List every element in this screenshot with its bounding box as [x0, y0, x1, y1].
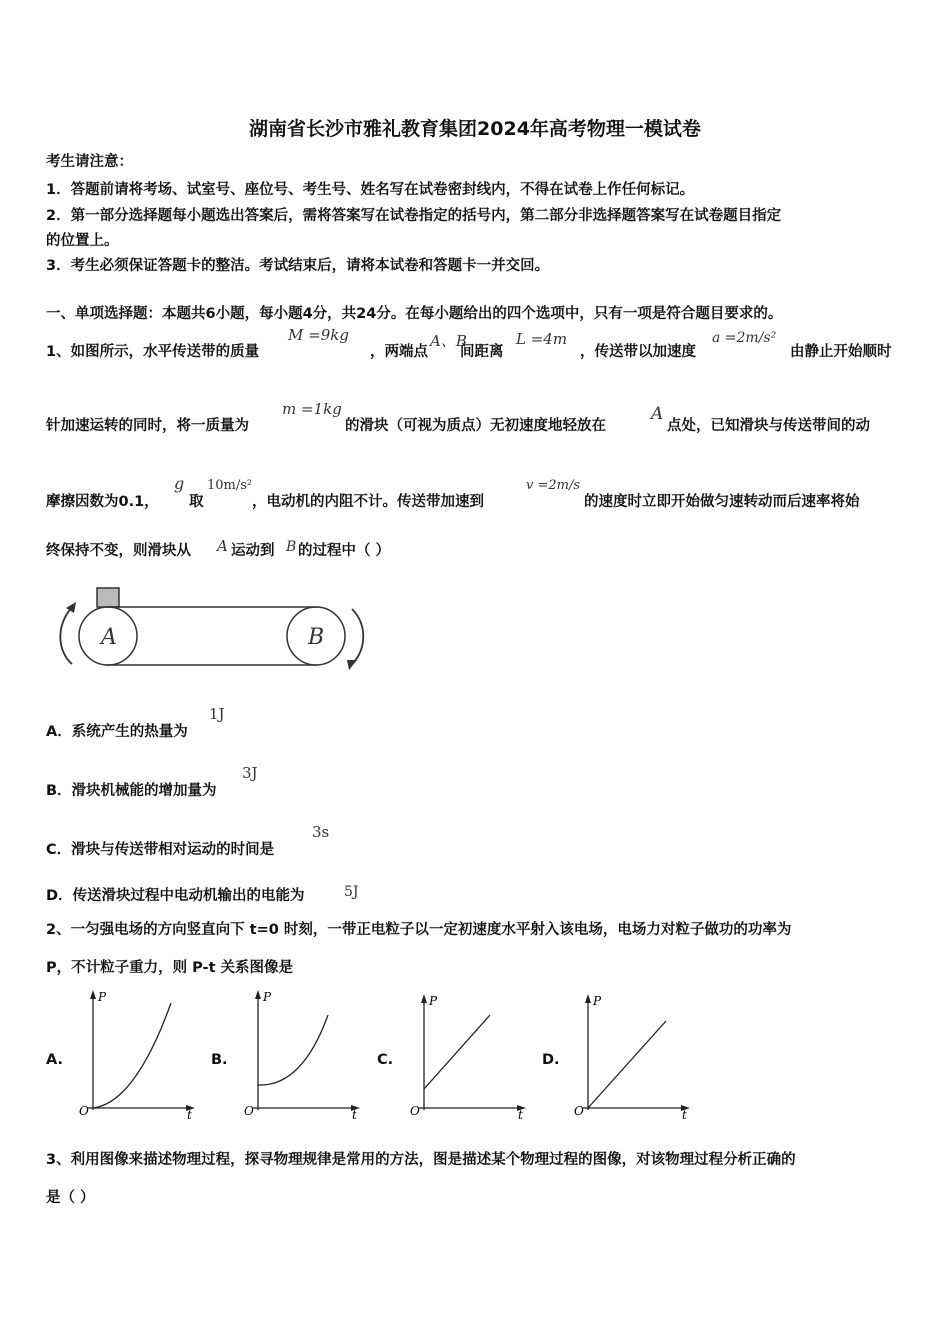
q1-A: A: [217, 537, 228, 555]
q1-B: B: [286, 539, 297, 555]
option-a-value: 1J: [209, 705, 225, 723]
q1-text: 的速度时立即开始做匀速转动而后速率将始: [584, 494, 860, 510]
page-title: 湖南省长沙市雅礼教育集团2024年高考物理一模试卷: [249, 118, 701, 140]
q1-text: ，两端点: [370, 344, 428, 360]
q1-AB: A、B: [430, 332, 467, 350]
graph-d-line: [588, 1021, 666, 1108]
q3-text: 是（ ）: [46, 1190, 95, 1206]
slider-block: [97, 588, 119, 607]
arrow-right-head: [347, 660, 357, 670]
option-b-value: 3J: [242, 764, 258, 782]
arrow-right: [352, 609, 363, 664]
q1-accel-a: a =2m/s²: [712, 330, 777, 346]
svg-text:t: t: [518, 1108, 523, 1120]
arrow-left-head: [66, 602, 76, 613]
q2-text: 2、一匀强电场的方向竖直向下 t=0 时刻，一带正电粒子以一定初速度水平射入该电场，电场力对粒子做功的功率为: [46, 922, 792, 938]
q1-g: g: [174, 474, 185, 493]
arrow-left: [60, 607, 72, 664]
notice-heading: 考生请注意：: [46, 154, 133, 170]
graph-d: [570, 985, 695, 1120]
svg-text:O: O: [79, 1104, 89, 1118]
svg-text:O: O: [244, 1104, 254, 1118]
notice-item: 3．考生必须保证答题卡的整洁。考试结束后，请将本试卷和答题卡一并交回。: [46, 258, 550, 274]
q1-text: 点处，已知滑块与传送带间的动: [667, 418, 870, 434]
q1-text: 针加速运转的同时，将一质量为: [46, 418, 249, 434]
q2-option-b[interactable]: B.: [211, 1052, 228, 1068]
q1-velocity-v: v =2m/s: [526, 478, 581, 493]
svg-text:P: P: [263, 990, 272, 1004]
conveyor-belt-figure: [52, 582, 377, 674]
notice-item: 1．答题前请将考场、试室号、座位号、考生号、姓名写在试卷密封线内，不得在试卷上作任何标记。: [46, 182, 695, 198]
q1-text: 取: [189, 494, 204, 510]
graph-b: [240, 985, 365, 1120]
option-c-value: 3s: [312, 823, 330, 841]
q2-option-c[interactable]: C.: [377, 1052, 394, 1068]
q1-g-value: 10m/s²: [207, 478, 253, 493]
svg-text:t: t: [352, 1108, 357, 1120]
graph-b-curve: [258, 1015, 328, 1085]
pulley-A-label: A: [101, 625, 117, 650]
graph-a: [75, 985, 200, 1120]
option-d[interactable]: D．传送滑块过程中电动机输出的电能为: [46, 888, 305, 904]
graph-c: [406, 985, 531, 1120]
q1-mass-M: M =9kg: [288, 326, 349, 344]
notice-item: 2．第一部分选择题每小题选出答案后，需将答案写在试卷指定的括号内，第二部分非选择题答案写在试卷题目指定: [46, 208, 782, 224]
q2-option-a[interactable]: A.: [46, 1052, 63, 1068]
svg-text:P: P: [429, 994, 438, 1008]
notice-item: 的位置上。: [46, 233, 119, 249]
q1-text: 终保持不变，则滑块从: [46, 543, 191, 559]
q1-text: 的过程中（ ）: [298, 543, 391, 559]
q3-text: 3、利用图像来描述物理过程，探寻物理规律是常用的方法，图是描述某个物理过程的图像，对该物理过程分析正确的: [46, 1152, 796, 1168]
graph-c-line: [424, 1015, 490, 1089]
svg-text:P: P: [98, 990, 107, 1004]
q1-text: 由静止开始顺时: [790, 344, 892, 360]
option-b[interactable]: B．滑块机械能的增加量为: [46, 783, 217, 799]
svg-text:P: P: [593, 994, 602, 1008]
q1-text: 1、如图所示，水平传送带的质量: [46, 344, 260, 360]
q2-text: P，不计粒子重力，则 P-t 关系图像是: [46, 960, 294, 976]
q1-mass-m: m =1kg: [282, 400, 342, 418]
q1-text: 摩擦因数为0.1，: [46, 494, 159, 510]
q1-text: 间距离: [460, 344, 504, 360]
pulley-B-label: B: [308, 625, 325, 650]
section-heading: 一、单项选择题：本题共6小题，每小题4分，共24分。在每小题给出的四个选项中，只有一项是符合题目要求的。: [46, 306, 783, 322]
svg-text:t: t: [187, 1108, 192, 1120]
svg-text:O: O: [410, 1104, 420, 1118]
q1-text: ，电动机的内阻不计。传送带加速到: [252, 494, 484, 510]
q1-text: 的滑块（可视为质点）无初速度地轻放在: [345, 418, 606, 434]
q1-text: ，传送带以加速度: [580, 344, 696, 360]
graph-a-curve: [93, 1003, 171, 1108]
svg-text:O: O: [574, 1104, 584, 1118]
option-a[interactable]: A．系统产生的热量为: [46, 724, 188, 740]
svg-text:t: t: [682, 1108, 687, 1120]
q1-text: 运动到: [231, 543, 275, 559]
q1-distance-L: L =4m: [516, 330, 568, 348]
q2-option-d[interactable]: D.: [542, 1052, 560, 1068]
option-c[interactable]: C．滑块与传送带相对运动的时间是: [46, 842, 275, 858]
q1-point-A: A: [651, 404, 664, 424]
option-d-value: 5J: [344, 884, 359, 900]
